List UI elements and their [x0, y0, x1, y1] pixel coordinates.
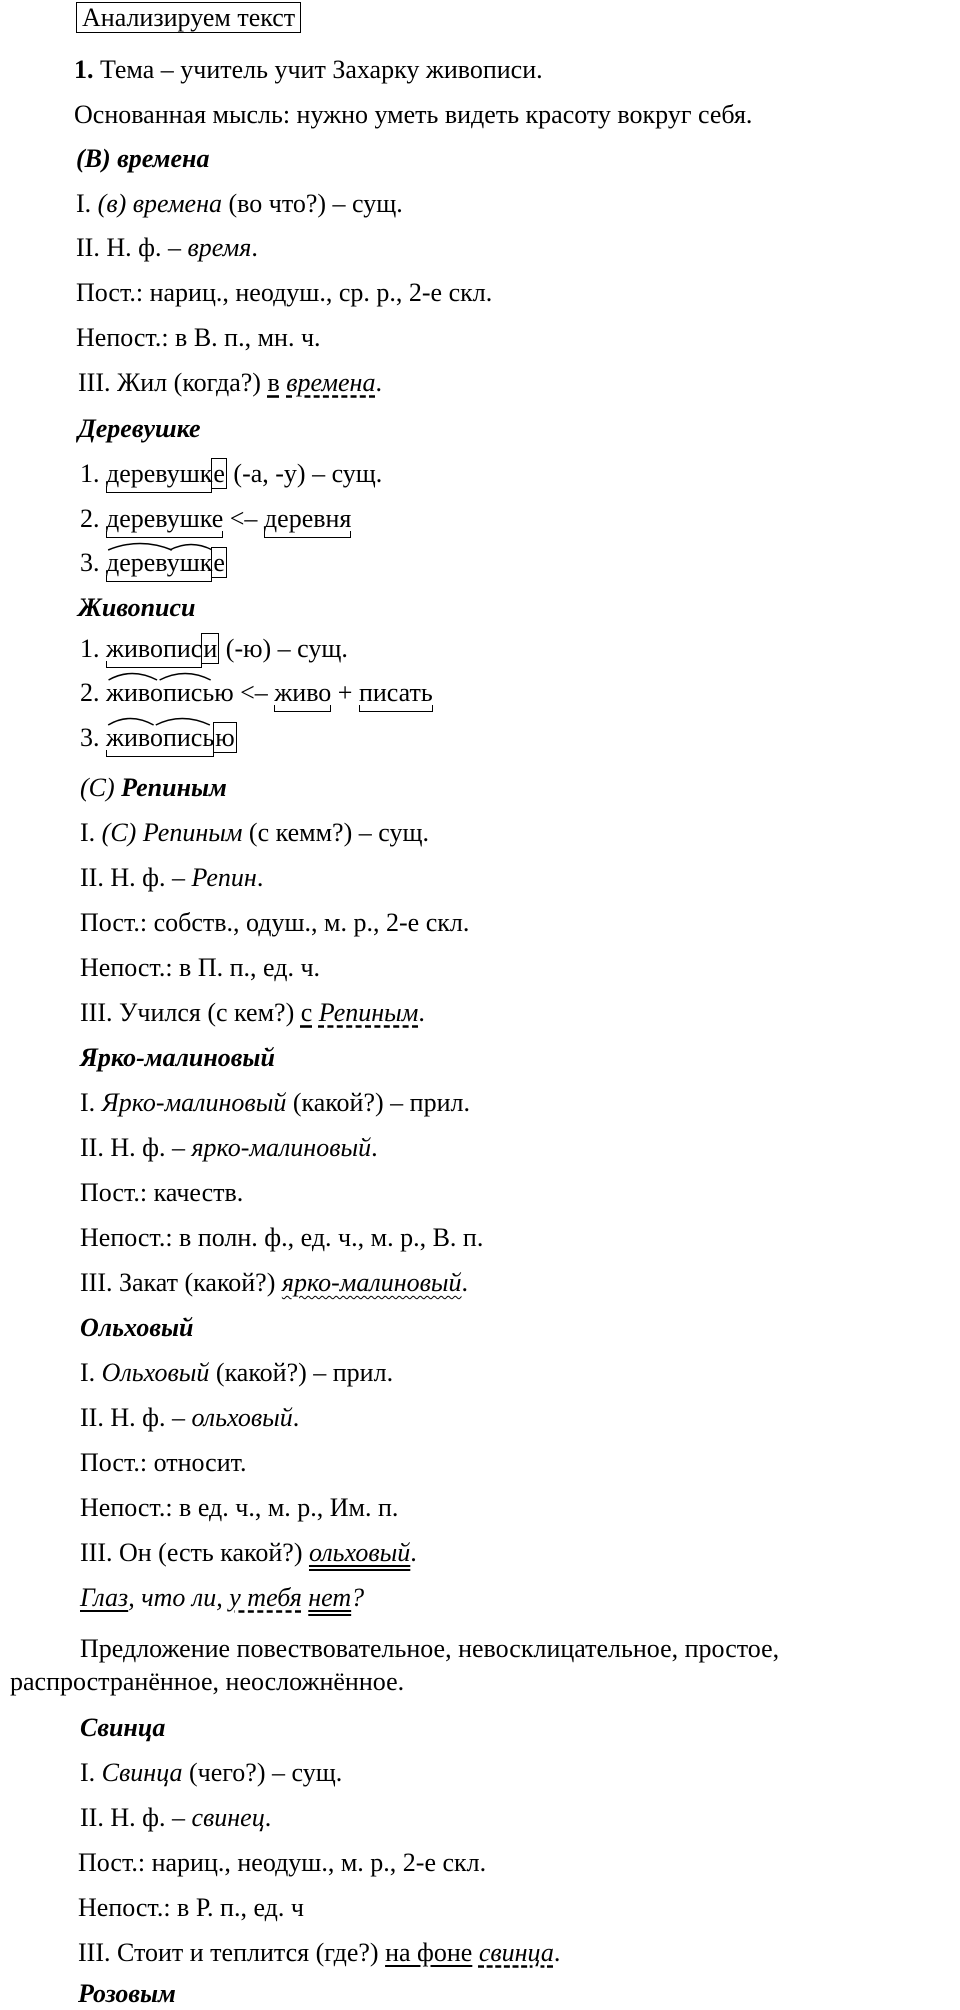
vremena-post: Пост.: нариц., неодуш., ср. р., 2-е скл. [76, 278, 493, 307]
stem-underlined [106, 547, 212, 579]
theme-text: Тема – учитель учит Захарку живописи. [100, 55, 543, 84]
word: ольховый [191, 1403, 293, 1432]
olkhovy-line-3 [80, 1537, 417, 1569]
olkhovy-line-1 [80, 1357, 393, 1389]
source-word: деревня [263, 504, 352, 533]
line-prefix: III. Учился (с кем?) [80, 998, 301, 1027]
heading-olkhovy: Ольховый [80, 1313, 194, 1342]
heading-repinym [80, 772, 227, 804]
heading-rozovym: Розовым [78, 1979, 176, 2008]
heading-yarko: Ярко-малиновый [80, 1043, 275, 1072]
stem: деревушк [106, 459, 213, 488]
line-rest: (какой?) – прил. [209, 1358, 394, 1387]
sentence-desc-2: распространённое, неосложнённое. [10, 1667, 405, 1696]
preposition: в [267, 368, 280, 397]
sentence-desc-1: Предложение повествовательное, невосклицательное, простое, [80, 1634, 780, 1663]
repinym-line-1 [80, 817, 429, 849]
line-dot: . [292, 1403, 300, 1432]
vremena-nepost: Непост.: в В. п., мн. ч. [76, 323, 321, 352]
adverbial-underlined: на фоне [385, 1938, 473, 1967]
line-prefix: III. Закат (какой?) [80, 1268, 282, 1297]
line-prefix: I. [80, 818, 102, 847]
line-number: 2. [80, 678, 106, 707]
line-prefix: I. [76, 189, 98, 218]
repinym-post: Пост.: собств., одуш., м. р., 2-е скл. [80, 908, 470, 937]
word-underlined: Репиным [318, 998, 419, 1027]
line-rest: (чего?) – сущ. [182, 1758, 343, 1787]
stem: деревушк [106, 548, 213, 577]
word: деревушке [106, 504, 224, 533]
root-mark [359, 705, 433, 712]
question-mark: ? [351, 1583, 365, 1612]
morpheme-arcs [106, 547, 212, 579]
olkhovy-nepost: Непост.: в ед. ч., м. р., Им. п. [80, 1493, 399, 1522]
sentence-part: , что ли, [128, 1583, 230, 1612]
repinym-line-3 [80, 997, 425, 1029]
object: у тебя [229, 1583, 302, 1612]
line-rest: (-ю) – сущ. [219, 634, 348, 663]
stem: живопись [106, 723, 215, 752]
line-dot: . [256, 863, 264, 892]
line-dot: . [418, 998, 425, 1027]
repinym-nepost: Непост.: в П. п., ед. ч. [80, 953, 321, 982]
yarko-post: Пост.: качеств. [80, 1178, 244, 1207]
line-prefix: II. Н. ф. – [80, 1403, 192, 1432]
line-rest: (-а, -у) – сущ. [226, 459, 383, 488]
word-underlined: ярко-малиновый [281, 1268, 462, 1297]
word: Ярко-малиновый [101, 1088, 287, 1117]
stem-mark [106, 575, 212, 582]
line-rest: (с кемм?) – сущ. [242, 818, 429, 847]
heading-zhivopisi: Живописи [78, 593, 196, 622]
source-word-2: писать [358, 678, 433, 707]
olkhovy-post: Пост.: относит. [80, 1448, 247, 1477]
theme-line [74, 54, 543, 86]
line-number: 3. [80, 548, 106, 577]
word: (в) времена [97, 189, 222, 218]
olkhovy-line-2 [80, 1402, 299, 1434]
word-underlined: ольховый [308, 1538, 411, 1567]
heading-vremena: (В) времена [76, 144, 210, 173]
root-mark [264, 531, 351, 538]
stem-mark [106, 486, 212, 493]
preposition: с [300, 998, 313, 1027]
idea-line: Основанная мысль: нужно уметь видеть красоту вокруг себя. [74, 100, 753, 129]
plus: + [331, 678, 359, 707]
morpheme-arcs [106, 677, 234, 709]
word-underlined: временa [286, 368, 376, 397]
word: Репин [191, 863, 257, 892]
root-arc-icon [106, 667, 234, 681]
derevushke-line-3 [80, 547, 227, 579]
source-word-1: живо [274, 678, 332, 707]
line-prefix: III. Жил (когда?) [78, 368, 268, 397]
stem-mark [106, 750, 214, 757]
line-prefix: III. Он (есть какой?) [80, 1538, 309, 1567]
line-dot: . [410, 1538, 417, 1567]
yarko-line-3 [80, 1267, 468, 1299]
arrow: <– [223, 504, 264, 533]
line-rest: (какой?) – прил. [286, 1088, 470, 1117]
line-number: 1. [80, 634, 106, 663]
stem-underlined [106, 458, 212, 490]
yarko-line-1 [80, 1087, 470, 1119]
root-mark [274, 705, 331, 712]
root-underlined [264, 503, 351, 535]
vremena-line-3 [78, 367, 382, 399]
svinets-nepost: Непост.: в Р. п., ед. ч [78, 1893, 304, 1922]
line-rest: (во что?) – сущ. [221, 189, 403, 218]
ending-box: е [213, 548, 225, 577]
line-dot: . [264, 1803, 272, 1832]
word-underlined: свинца [478, 1938, 554, 1967]
morpheme-arcs [106, 722, 214, 754]
ending-box: е [213, 459, 225, 488]
stem-underlined [106, 633, 202, 665]
line-prefix: II. Н. ф. – [76, 233, 188, 262]
line-number: 2. [80, 504, 106, 533]
line-dot: . [461, 1268, 469, 1297]
line-prefix: II. Н. ф. – [80, 1133, 192, 1162]
zhivopisi-line-3 [80, 722, 237, 754]
line-prefix: I. [80, 1088, 102, 1117]
predicate: нет [308, 1583, 352, 1612]
word: живописью [106, 678, 234, 707]
ending-box: ю [215, 723, 235, 752]
zhivopisi-line-1 [80, 633, 348, 665]
repinym-line-2 [80, 862, 263, 894]
stem: живопис [106, 634, 203, 663]
vremena-line-1 [76, 188, 403, 220]
heading-word: Репиным [121, 773, 227, 802]
word: (С) Репиным [101, 818, 243, 847]
line-prefix: II. Н. ф. – [80, 863, 192, 892]
derevushke-line-1 [80, 458, 382, 490]
word: Свинца [101, 1758, 183, 1787]
vremena-line-2 [76, 232, 258, 264]
stem-underlined [106, 722, 214, 754]
arrow: <– [233, 678, 275, 707]
sentence-line [80, 1582, 364, 1614]
yarko-line-2 [80, 1132, 378, 1164]
line-dot: . [371, 1133, 378, 1162]
svinets-line-3 [78, 1937, 560, 1969]
header-row [76, 2, 301, 34]
line-prefix: I. [80, 1758, 102, 1787]
root-underlined [359, 677, 433, 709]
subject: Глаз [80, 1583, 129, 1612]
section-title: Анализируем текст [76, 2, 301, 33]
task-number: 1. [74, 55, 94, 84]
word: Ольховый [101, 1358, 210, 1387]
heading-prefix: (С) [80, 773, 122, 802]
root-underlined [106, 503, 223, 535]
heading-svinets: Свинца [80, 1713, 166, 1742]
line-prefix: III. Стоит и теплится (где?) [78, 1938, 386, 1967]
line-prefix: I. [80, 1358, 102, 1387]
word: время [187, 233, 252, 262]
line-number: 1. [80, 459, 106, 488]
line-dot: . [375, 368, 382, 397]
zhivopisi-line-2 [80, 677, 433, 709]
derevushke-line-2 [80, 503, 351, 535]
svinets-post: Пост.: нариц., неодуш., м. р., 2-е скл. [78, 1848, 487, 1877]
line-dot: . [553, 1938, 561, 1967]
heading-derevushke: Деревушке [78, 414, 201, 443]
line-number: 3. [80, 723, 106, 752]
word: свинец [191, 1803, 265, 1832]
word: ярко-малиновый [191, 1133, 372, 1162]
root-underlined [274, 677, 331, 709]
line-dot: . [251, 233, 258, 262]
svinets-line-1 [80, 1757, 342, 1789]
svinets-line-2 [80, 1802, 271, 1834]
ending-box: и [203, 634, 218, 663]
line-prefix: II. Н. ф. – [80, 1803, 192, 1832]
yarko-nepost: Непост.: в полн. ф., ед. ч., м. р., В. п. [80, 1223, 484, 1252]
